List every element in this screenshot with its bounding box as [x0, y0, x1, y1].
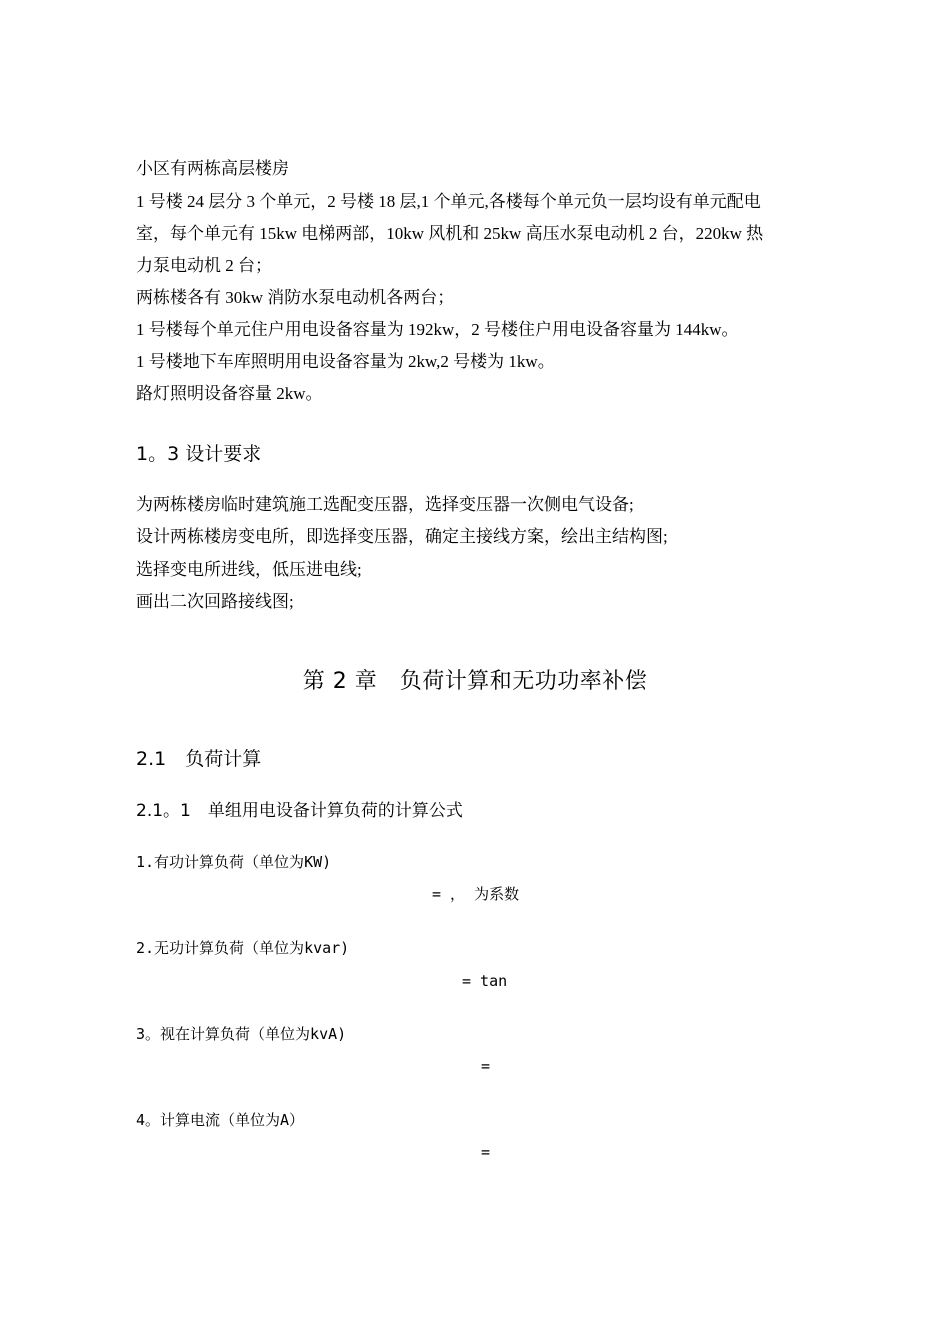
section-heading: 1。3 设计要求	[136, 443, 262, 465]
formula-label: 3。视在计算负荷（单位为kvA)	[136, 1025, 347, 1043]
formula-label: 1.有功计算负荷（单位为KW)	[136, 853, 332, 871]
subsection-heading: 2.1。1 单组用电设备计算负荷的计算公式	[136, 801, 463, 821]
intro-line: 1 号楼 24 层分 3 个单元，2 号楼 18 层,1 个单元,各楼每个单元负一层均设有单元配电	[136, 192, 761, 211]
intro-line: 路灯照明设备容量 2kw。	[136, 384, 323, 403]
section-heading: 2.1 负荷计算	[136, 748, 262, 770]
intro-line: 力泵电动机 2 台；	[136, 256, 272, 275]
intro-line: 两栋楼各有 30kw 消防水泵电动机各两台；	[136, 288, 455, 307]
requirement-line: 选择变电所进线，低压进电线;	[136, 560, 362, 579]
formula-label: 2.无功计算负荷（单位为kvar)	[136, 939, 350, 957]
chapter-title: 第 2 章 负荷计算和无功功率补偿	[302, 669, 648, 694]
requirement-line: 为两栋楼房临时建筑施工选配变压器，选择变压器一次侧电气设备;	[136, 495, 634, 514]
formula-expression: =	[481, 1143, 491, 1161]
formula-label: 4。计算电流（单位为A）	[136, 1111, 305, 1129]
formula-expression: =	[481, 1057, 491, 1075]
intro-line: 1 号楼地下车库照明用电设备容量为 2kw,2 号楼为 1kw。	[136, 352, 555, 371]
intro-line: 1 号楼每个单元住户用电设备容量为 192kw，2 号楼住户用电设备容量为 144kw。	[136, 320, 739, 339]
requirement-line: 设计两栋楼房变电所，即选择变压器，确定主接线方案，绘出主结构图;	[136, 527, 668, 546]
requirement-line: 画出二次回路接线图;	[136, 592, 294, 611]
formula-expression: = ， 为系数	[432, 885, 520, 903]
intro-line: 室，每个单元有 15kw 电梯两部，10kw 风机和 25kw 高压水泵电动机 2 台，220kw 热	[136, 224, 764, 243]
formula-expression: = tan	[462, 972, 508, 990]
intro-line: 小区有两栋高层楼房	[136, 159, 289, 178]
